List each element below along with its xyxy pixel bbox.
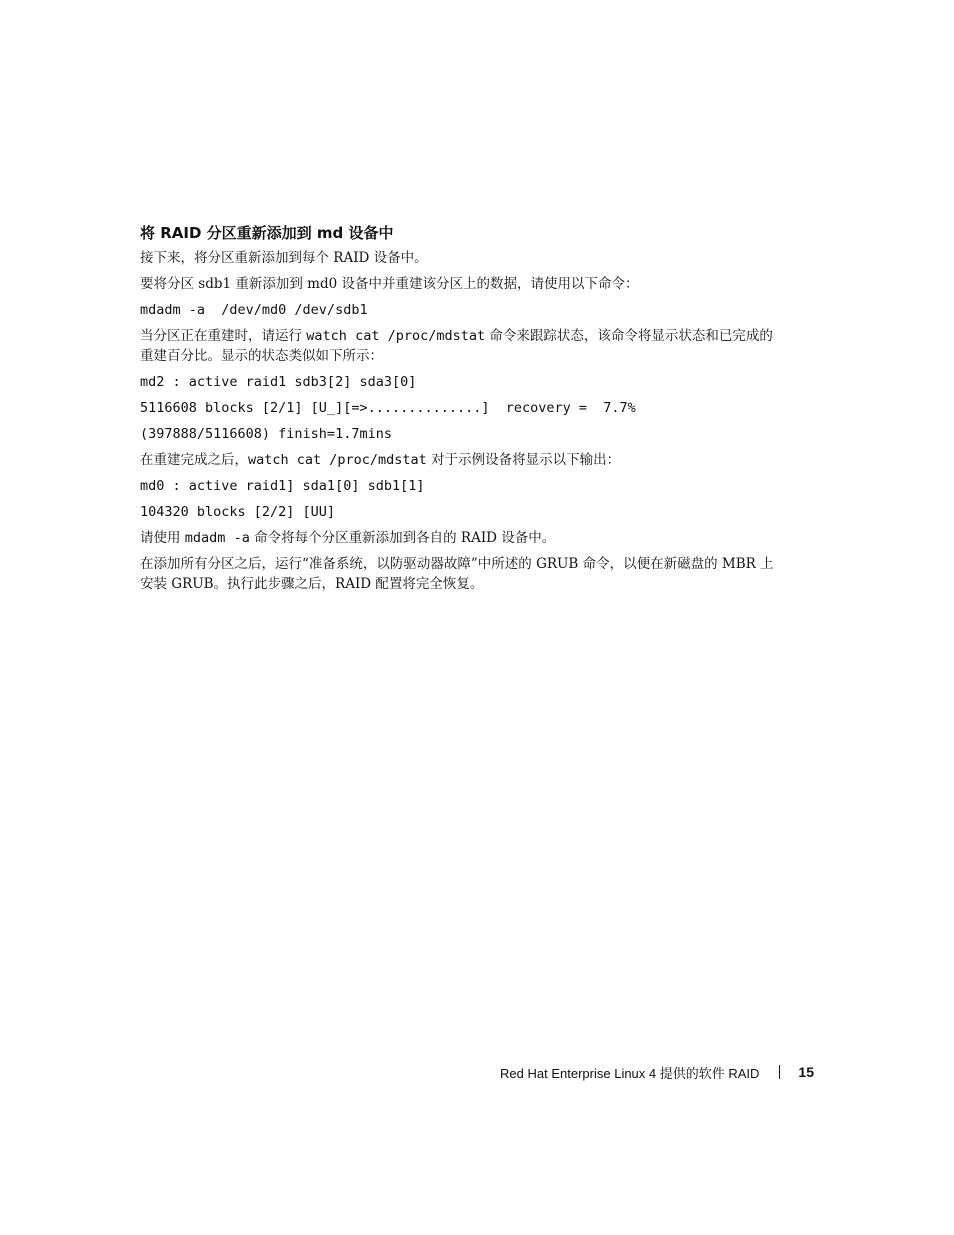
footer-title: Red Hat Enterprise Linux 4 提供的软件 RAID — [500, 1065, 760, 1081]
paragraph-intro: 接下来，将分区重新添加到每个 RAID 设备中。 — [140, 250, 428, 266]
text-segment: 在重建完成之后， — [140, 452, 248, 468]
code-output-line-1: md0 : active raid1] sda1[0] sdb1[1] — [140, 478, 425, 494]
footer-divider — [779, 1065, 780, 1079]
paragraph-readd-all — [140, 528, 780, 548]
text-segment: 命令来跟踪状态，该命令将显示状态和已完成的重建百分比。显示的状态类似如下所示： — [140, 328, 773, 364]
page-footer — [500, 1062, 814, 1082]
text-segment: 命令将每个分区重新添加到各自的 RAID 设备中。 — [249, 530, 556, 546]
page-number: 15 — [798, 1064, 814, 1080]
code-mdadm-add: mdadm -a /dev/md0 /dev/sdb1 — [140, 302, 368, 318]
document-body — [140, 222, 780, 600]
text-segment: 请使用 — [140, 530, 185, 546]
inline-code-watch: watch cat /proc/mdstat — [248, 452, 427, 468]
paragraph-command-intro: 要将分区 sdb1 重新添加到 md0 设备中并重建该分区上的数据，请使用以下命令： — [140, 276, 639, 292]
code-mdstat-line-3: (397888/5116608) finish=1.7mins — [140, 426, 392, 442]
section-heading: 将 RAID 分区重新添加到 md 设备中 — [140, 224, 394, 242]
inline-code-mdadm: mdadm -a — [184, 530, 250, 546]
inline-code-watch: watch cat /proc/mdstat — [306, 328, 486, 344]
paragraph-grub: 在添加所有分区之后，运行“准备系统，以防驱动器故障”中所述的 GRUB 命令，以便在新磁盘的 MBR 上安装 GRUB。执行此步骤之后，RAID 配置将完全恢复。 — [140, 556, 774, 592]
code-mdstat-line-1: md2 : active raid1 sdb3[2] sda3[0] — [140, 374, 417, 390]
code-mdstat-line-2: 5116608 blocks [2/1] [U_][=>..............] recovery = 7.7% — [140, 400, 636, 416]
code-output-line-2: 104320 blocks [2/2] [UU] — [140, 504, 336, 520]
text-segment: 对于示例设备将显示以下输出： — [426, 452, 621, 468]
paragraph-watch-status — [140, 326, 780, 366]
paragraph-rebuild-done — [140, 450, 780, 470]
text-segment: 当分区正在重建时，请运行 — [140, 328, 307, 344]
